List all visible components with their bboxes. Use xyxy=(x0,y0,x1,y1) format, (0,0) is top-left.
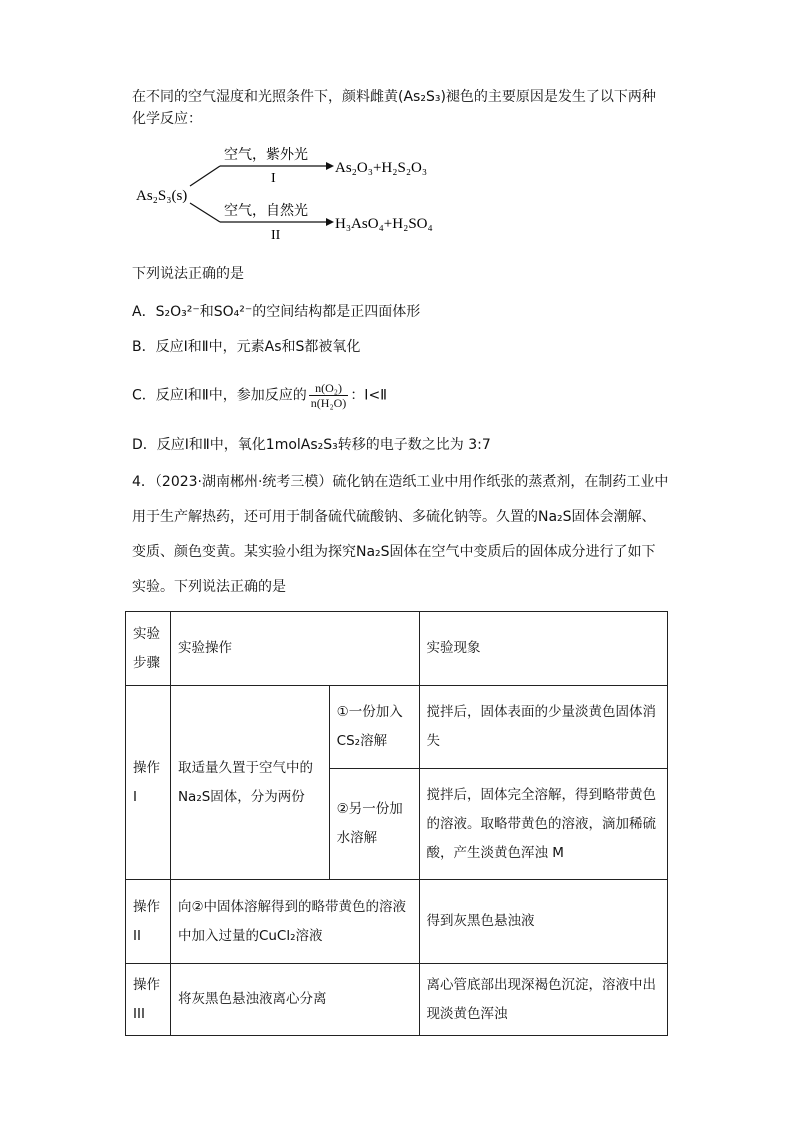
scheme-path1-label: I xyxy=(271,171,276,186)
op2-step: 操作II xyxy=(126,880,171,964)
scheme-path2-product: H₃AsO₄+H₂SO₄ xyxy=(335,216,433,232)
op3-step: 操作III xyxy=(126,964,171,1036)
scheme-reactant: As₂S₃(s) xyxy=(136,188,188,204)
op1-sub1: ①一份加入CS₂溶解 xyxy=(329,686,419,769)
op1-sub2-result: 搅拌后，固体完全溶解，得到略带黄色的溶液。取略带黄色的溶液，滴加稀硫酸，产生淡黄色浑浊 M xyxy=(419,769,667,880)
scheme-arrowhead-1 xyxy=(326,162,334,170)
table-header-row xyxy=(126,612,668,686)
op1-operation: 取适量久置于空气中的Na₂S固体，分为两份 xyxy=(170,686,329,880)
op3-result: 离心管底部出现深褐色沉淀，溶液中出现淡黄色浑浊 xyxy=(419,964,667,1036)
scheme-path1-condition: 空气，紫外光 xyxy=(224,147,308,163)
op3-operation: 将灰黑色悬浊液离心分离 xyxy=(170,964,419,1036)
op1-sub2: ②另一份加水溶解 xyxy=(329,769,419,880)
intro-line-2: 化学反应： xyxy=(132,111,202,127)
scheme-path1-product: As₂O₃+H₂S₂O₃ xyxy=(335,160,428,176)
q3-option-c-suffix: ：Ⅰ<Ⅱ xyxy=(350,387,388,404)
fraction-denominator: n(H₂O) xyxy=(310,396,347,410)
q3-option-d: D．反应Ⅰ和Ⅱ中，氧化1molAs₂S₃转移的电子数之比为 3:7 xyxy=(132,437,491,453)
op2-result: 得到灰黑色悬浊液 xyxy=(419,880,667,964)
q3-option-a: A．S₂O₃²⁻和SO₄²⁻的空间结构都是正四面体形 xyxy=(132,304,421,320)
q3-option-c-fraction xyxy=(309,381,349,410)
scheme-arrowhead-2 xyxy=(326,218,334,226)
q4-line-1: 4．（2023·湖南郴州·统考三模）硫化钠在造纸工业中用作纸张的蒸煮剂，在制药工业中 xyxy=(132,474,669,490)
scheme-path2-condition: 空气，自然光 xyxy=(224,203,308,219)
q4-line-2: 用于生产解热药，还可用于制备硫代硫酸钠、多硫化钠等。久置的Na₂S固体会潮解、 xyxy=(132,509,656,525)
table-row xyxy=(126,880,668,964)
op1-step: 操作I xyxy=(126,686,171,880)
experiment-table xyxy=(125,611,668,1036)
op2-operation: 向②中固体溶解得到的略带黄色的溶液中加入过量的CuCl₂溶液 xyxy=(170,880,419,964)
op1-sub1-result: 搅拌后，固体表面的少量淡黄色固体消失 xyxy=(419,686,667,769)
q3-option-c xyxy=(132,381,387,410)
reaction-scheme xyxy=(0,135,794,245)
table-row xyxy=(126,686,668,769)
intro-line-1: 在不同的空气湿度和光照条件下，颜料雌黄(As₂S₃)褪色的主要原因是发生了以下两种 xyxy=(132,89,656,105)
q4-line-4: 实验。下列说法正确的是 xyxy=(132,579,286,595)
q3-option-c-prefix: C．反应Ⅰ和Ⅱ中，参加反应的 xyxy=(132,387,307,404)
q4-line-3: 变质、颜色变黄。某实验小组为探究Na₂S固体在空气中变质后的固体成分进行了如下 xyxy=(132,544,656,560)
header-step: 实验步骤 xyxy=(126,612,171,686)
header-operation: 实验操作 xyxy=(170,612,419,686)
table-row xyxy=(126,964,668,1036)
q3-option-b: B．反应Ⅰ和Ⅱ中，元素As和S都被氧化 xyxy=(132,339,361,355)
scheme-arrow-1 xyxy=(190,166,220,186)
header-phenomenon: 实验现象 xyxy=(419,612,667,686)
scheme-arrow-2 xyxy=(190,203,220,222)
fraction-numerator: n(O₂) xyxy=(309,381,349,396)
scheme-path2-label: II xyxy=(271,228,281,243)
q3-stem: 下列说法正确的是 xyxy=(132,266,244,282)
